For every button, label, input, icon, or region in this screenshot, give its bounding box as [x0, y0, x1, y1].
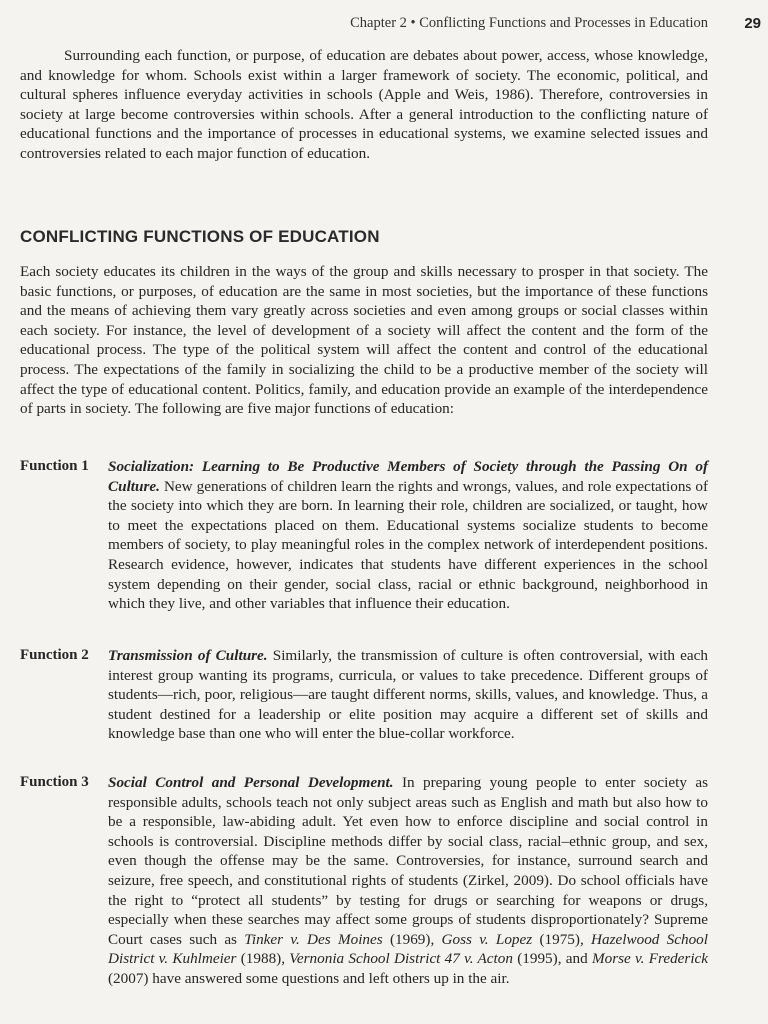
- function-1-label: Function 1: [20, 458, 89, 474]
- function-1-entry: [20, 457, 708, 614]
- function-3-body: [108, 773, 708, 989]
- function-3-text-c: (1975),: [539, 930, 584, 948]
- function-2-entry: [20, 646, 708, 744]
- function-3-label: Function 3: [20, 774, 89, 790]
- function-3-title: Social Control and Personal Development.: [108, 774, 394, 791]
- function-3-text-f: (2007) have answered some questions and left others up in the air.: [108, 969, 510, 987]
- case-citation: Goss v. Lopez: [441, 930, 533, 948]
- case-citation: Hazelwood School District v. Kuhlmeier: [108, 930, 708, 968]
- intro-paragraph: Surrounding each function, or purpose, of education are debates about power, access, whose knowledge, and knowledge for whom. Schools exist within a larger framework of society. The economic, political, and cultural spheres influence everyday activities in schools (Apple and Weis, 1986). Therefore, controversies in society at large become controversies within schools. After a general introduction to the conflicting nature of educational functions and the importance of processes in educational systems, we examine selected issues and controversies related to each major function of education.: [20, 47, 708, 162]
- function-3-text-e: (1995), and: [517, 950, 588, 968]
- function-1-text: New generations of children learn the rights and wrongs, values, and role expectations of the society into which they are born. In learning their role, children are socialized, or taught, how to meet the expectations placed on them. Educational systems socialize students to become members of society, to play meaningful roles in the complex network of interdependent positions. Research evidence, however, indicates that students have different experiences in the school system depending on their gender, social class, racial or ethnic background, neighborhood in which they live, and other variables that influence their education.: [108, 477, 709, 613]
- function-2-title: Transmission of Culture.: [108, 647, 268, 664]
- function-2-body: [108, 646, 708, 744]
- function-3-text-b: (1969),: [389, 930, 435, 948]
- case-citation: Vernonia School District 47 v. Acton: [289, 950, 513, 968]
- function-1-body: [108, 457, 708, 614]
- section-paragraph: Each society educates its children in the ways of the group and skills necessary to prosper in that society. The basic functions, or purposes, of education are the same in most societies, but the importance of these functions and the means of achieving them vary greatly across societies and even among groups or social classes within each society. For instance, the level of development of a society will affect the content and the form of the educational process. The type of the political system will affect the content and control of the educational process. The expectations of the family in socializing the child to be a productive member of the society will affect the type of educational content. Politics, family, and education provide an example of the interdependence of parts in society. The following are five major functions of education:: [20, 263, 708, 418]
- case-citation: Morse v. Frederick: [591, 950, 709, 968]
- function-3-text-a: In preparing young people to enter society as responsible adults, schools teach not only subject areas such as English and math but also how to be a responsible, law-abiding adult. Yet even how to enforce discipline and social control in schools is controversial. Discipline methods differ by social class, racial–ethnic group, and sex, even though the offense may be the same. Controversies, for instance, surround search and seizure, free speech, and constitutional rights of students (Zirkel, 2009). Do school officials have the right to “protect all students” by testing for drugs or searching for weapons or drugs, especially when these searches may affect some groups of students disproportionately? Supreme Court cases such as: [108, 774, 708, 948]
- case-citation: Tinker v. Des Moines: [244, 930, 383, 948]
- function-3-text-d: (1988),: [240, 950, 286, 968]
- function-3-entry: [20, 773, 708, 989]
- running-title: Chapter 2 • Conflicting Functions and Processes in Education: [350, 15, 708, 31]
- function-2-text: Similarly, the transmission of culture is often controversial, with each interest group wanting its programs, curricula, or values to take precedence. Different groups of students—rich, poor, religious—are taught different norms, skills, values, and knowledge. Thus, a student destined for a leadership or elite position may acquire a different set of skills and knowledge base than one who will enter the blue-collar workforce.: [108, 647, 709, 743]
- function-2-label: Function 2: [20, 647, 89, 663]
- section-heading: CONFLICTING FUNCTIONS OF EDUCATION: [20, 227, 380, 246]
- running-head: [0, 13, 768, 39]
- function-1-title: Socialization: Learning to Be Productive Members of Society through the Passing On of Culture.: [108, 458, 708, 495]
- page-number: 29: [744, 15, 761, 32]
